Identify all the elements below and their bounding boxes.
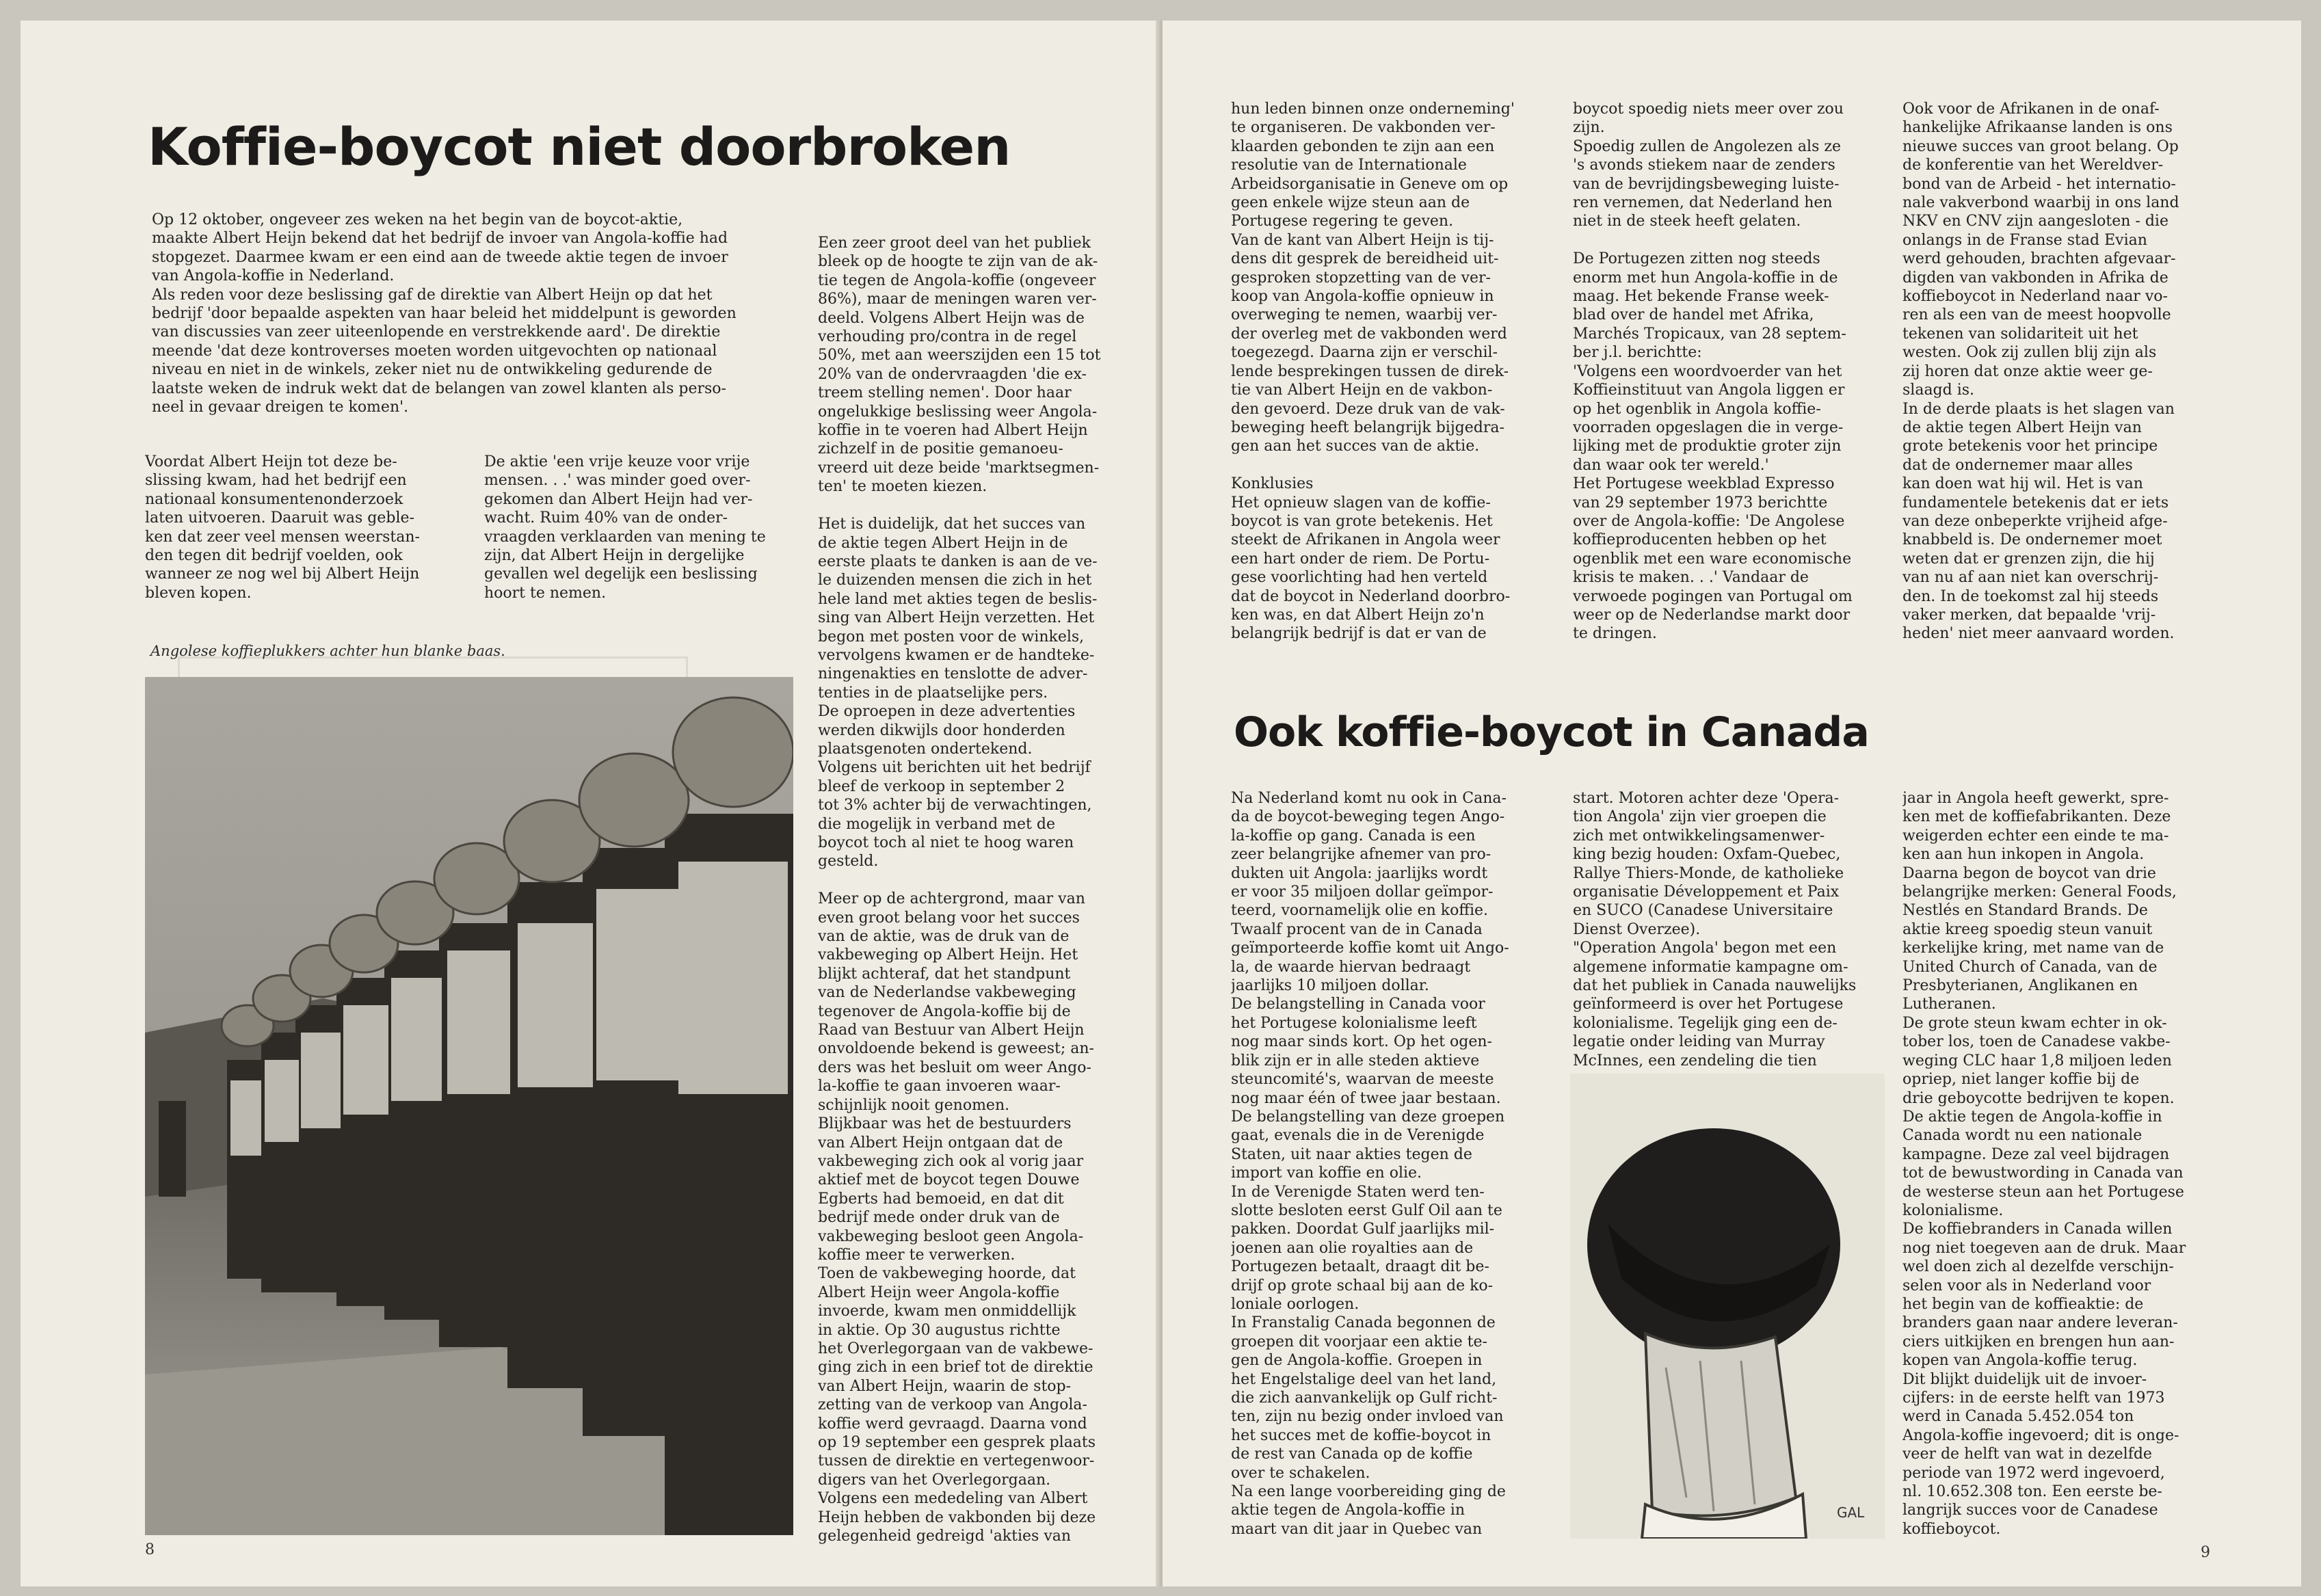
article-title: Koffie-boycot niet doorbroken — [148, 116, 1011, 177]
article-column-6: jaar in Angola heeft gewerkt, spre- ken met de koffiefabrikanten. Deze weigerden echter een einde te ma- ken aan hun inkopen in Angola. Daarna begon de boycot van drie belangrijke merken: General Foods, Nestlés en Standard Brands. De aktie kreeg spoedig steun vanuit kerkelijke kring, met name van de United Church of Canada, van de Presbyterianen, Anglikanen en Lutheranen. De grote steun kwam echter in ok- tober los, toen de Canadese vakbe- weging CLC haar 1,8 miljoen leden opriep, niet langer koffie bij de drie geboycotte bedrijven te kopen. De aktie tegen de Angola-koffie in Canada wordt nu een nationale kampagne. Deze zal veel bijdragen tot de bewustwording in Canada van de westerse steun aan het Portugese kolonialisme. De koffiebranders in Canada willen nog niet toegeven aan de druk. Maar wel doen zich al dezelfde verschijn- selen voor als in Nederland voor het begin van de koffieaktie: de branders gaan naar andere leveran- ciers uitkijken en brengen hun aan- kopen van Angola-koffie terug. Dit blijkt duidelijk uit de invoer- cijfers: in de eerste helft van 1973 werd in Canada 5.452.054 ton Angola-koffie ingevoerd; dit is onge- veer de helft van wat in dezelfde periode van 1972 werd ingevoerd, nl. 10.652.308 ton. Een eerste be- langrijk succes voor de Canadese koffieboycot. — [1902, 790, 2186, 1538]
intro-paragraph: Op 12 oktober, ongeveer zes weken na het begin van de boycot-aktie, maakte Albert Heijn bekend dat het bedrijf de invoer van Angola-koffie had stopgezet. Daarmee kwam er een eind aan de tweede aktie tegen de invoer van Angola-koffie in Nederland. Als reden voor deze beslissing gaf de direktie van Albert Heijn op dat het bedrijf 'door bepaalde aspekten van haar beleid het middelpunt is geworden van discussies van zeer uiteenlopende en verstrekkende aard'. De direktie meende 'dat deze kontroverses moeten worden uitgevochten op nationaal niveau en niet in de winkels, zeker niet nu de ontwikkeling gedurende de laatste weken de indruk wekt dat de belangen van zowel klanten als perso- neel in gevaar dreigen te komen'. — [152, 211, 737, 416]
article-column-c: Een zeer groot deel van het publiek bleek op de hoogte te zijn van de ak- tie tegen de Angola-koffie (ongeveer 86%), maar de meningen waren ver- deeld. Volgens Albert Heijn was de verhouding pro/contra in de regel 50%, met aan weerszijden een 15 tot 20% van de ondervraagden 'die ex- treem stelling nemen'. Door haar ongelukkige beslissing weer Angola- koffie in te voeren had Albert Heijn zichzelf in de positie gemanoeu- vreerd uit deze beide 'marktsegmen- ten' te moeten kiezen. Het is duidelijk, dat het succes van de aktie tegen Albert Heijn in de eerste plaats te danken is aan de ve- le duizenden mensen die zich in het hele land met akties tegen de beslis- sing van Albert Heijn verzetten. Het begon met posten voor de winkels, vervolgens kwamen er de handteke- ningenakties en tenslotte de adver- tenties in de plaatselijke pers. De oproepen in deze advertenties werden dikwijls door honderden plaatsgenoten ondertekend. Volgens uit berichten uit het bedrijf bleef de verkoop in september 2 tot 3% achter bij de verwachtingen, die mogelijk in verband met de boycot toch al niet te hoog waren gesteld. Meer op de achtergrond, maar van even groot belang voor het succes van de aktie, was de druk van de vakbeweging op Albert Heijn. Het blijkt achteraf, dat het standpunt van de Nederlandse vakbeweging tegenover de Angola-koffie bij de Raad van Bestuur van Albert Heijn onvoldoende bekend is geweest; an- ders was het besluit om weer Ango- la-koffie te gaan invoeren waar- schijnlijk nooit genomen. Blijkbaar was het de bestuurders van Albert Heijn ontgaan dat de vakbeweging zich ook al vorig jaar aktief met de boycot tegen Douwe Egberts had bemoeid, en dat dit bedrijf mede onder druk van de vakbeweging besloot geen Angola- koffie meer te verwerken. Toen de vakbeweging hoorde, dat Albert Heijn weer Angola-koffie invoerde, kwam men onmiddellijk in aktie. Op 30 augustus richtte het Overlegorgaan van de vakbewe- ging zich in een brief tot de direktie van Albert Heijn, waarin de stop- zetting van de verkoop van Angola- koffie werd gevraagd. Daarna vond op 19 september een gesprek plaats tussen de direktie en vertegenwoor- digers van het Overlegorgaan. Volgens een mededeling van Albert Heijn hebben de vakbonden bij deze gelegenheid gedreigd 'akties van — [818, 235, 1101, 1545]
article-column-4: Na Nederland komt nu ook in Cana- da de boycot-beweging tegen Ango- la-koffie op gang. Canada is een zeer belangrijke afnemer van pro- dukten uit Angola: jaarlijks wordt er voor 35 miljoen dollar geïmpor- teerd, voornamelijk olie en koffie. Twaalf procent van de in Canada geïmporteerde koffie komt uit Ango- la, de waarde hiervan bedraagt jaarlijks 10 miljoen dollar. De belangstelling in Canada voor het Portugese kolonialisme leeft nog maar sinds kort. Op het ogen- blik zijn er in alle steden aktieve steuncomité's, waarvan de meeste nog maar één of twee jaar bestaan. De belangstelling van deze groepen gaat, evenals die in de Verenigde Staten, uit naar akties tegen de import van koffie en olie. In de Verenigde Staten werd ten- slotte besloten eerst Gulf Oil aan te pakken. Doordat Gulf jaarlijks mil- joenen aan olie royalties aan de Portugezen betaalt, draagt dit be- drijf op grote schaal bij aan de ko- loniale oorlogen. In Franstalig Canada begonnen de groepen dit voorjaar een aktie te- gen de Angola-koffie. Groepen in het Engelstalige deel van het land, die zich aanvankelijk op Gulf richt- ten, zijn nu bezig onder invloed van het succes met de koffie-boycot in de rest van Canada op de koffie over te schakelen. Na een lange voorbereiding ging de aktie tegen de Angola-koffie in maart van dit jaar in Quebec van — [1231, 790, 1509, 1538]
article-column-3: Ook voor de Afrikanen in de onaf- hankelijke Afrikaanse landen is ons nieuwe succes van groot belang. Op de konferentie van het Wereldver- bond van de Arbeid - het internatio- nale vakverbond waarbij in ons land NKV en CNV zijn aangesloten - die onlangs in de Franse stad Evian werd gehouden, brachten afgevaar- digden van vakbonden in Afrika de koffieboycot in Nederland naar vo- ren als een van de meest hoopvolle tekenen van solidariteit uit het westen. Ook zij zullen blij zijn als zij horen dat onze aktie weer ge- slaagd is. In de derde plaats is het slagen van de aktie tegen Albert Heijn van grote betekenis voor het principe dat de ondernemer maar alles kan doen wat hij wil. Het is van fundamentele betekenis dat er iets van deze onbeperkte vrijheid afge- knabbeld is. De ondernemer moet weten dat er grenzen zijn, die hij van nu af aan niet kan overschrij- den. In de toekomst zal hij steeds vaker merken, dat bepaalde 'vrij- heden' niet meer aanvaard worden. — [1902, 101, 2179, 643]
cartoon-signature: GAL — [1837, 1504, 1865, 1521]
article-column-a: Voordat Albert Heijn tot deze be- slissing kwam, had het bedrijf een nationaal konsumentenonderzoek laten uitvoeren. Daaruit was geble- ken dat zeer veel mensen weerstan- den tegen dit bedrijf voelden, ook wanneer ze nog wel bij Albert Heijn bleven kopen. — [145, 453, 420, 602]
left-page — [21, 21, 1159, 1586]
article-title-canada: Ook koffie-boycot in Canada — [1234, 708, 1869, 756]
right-page — [1163, 21, 2301, 1586]
article-column-1: hun leden binnen onze onderneming' te organiseren. De vakbonden ver- klaarden gebonden te zijn aan een resolutie van de Internationale Arbeidsorganisatie in Geneve om op geen enkele wijze steun aan de Portugese regering te geven. Van de kant van Albert Heijn is tij- dens dit gesprek de bereidheid uit- gesproken stopzetting van de ver- koop van Angola-koffie opnieuw in overweging te nemen, waarbij ver- der overleg met de vakbonden werd toegezegd. Daarna zijn er verschil- lende besprekingen tussen de direk- tie van Albert Heijn en de vakbon- den gevoerd. Deze druk van de vak- beweging heeft belangrijk bijgedra- gen aan het succes van de aktie. Konklusies Het opnieuw slagen van de koffie- boycot is van grote betekenis. Het steekt de Afrikanen in Angola weer een hart onder de riem. De Portu- gese voorlichting had hen verteld dat de boycot in Nederland doorbro- ken was, en dat Albert Heijn zo'n belangrijk bedrijf is dat er van de — [1231, 101, 1515, 643]
coffee-pickers-photo — [145, 677, 793, 1535]
article-column-b: De aktie 'een vrije keuze voor vrije mensen. . .' was minder goed over- gekomen dan Albert Heijn had ver- wacht. Ruim 40% van de onder- vraagden verklaarden van mening te zijn, dat Albert Heijn in dergelijke gevallen wel degelijk een beslissing hoort te nemen. — [484, 453, 766, 602]
article-column-2: boycot spoedig niets meer over zou zijn. Spoedig zullen de Angolezen als ze 's avonds stiekem naar de zenders van de bevrijdingsbeweging luiste- ren vernemen, dat Nederland hen niet in de steek heeft gelaten. De Portugezen zitten nog steeds enorm met hun Angola-koffie in de maag. Het bekende Franse week- blad over de handel met Afrika, Marchés Tropicaux, van 28 septem- ber j.l. berichtte: 'Volgens een woordvoerder van het Koffieinstituut van Angola liggen er op het ogenblik in Angola koffie- voorraden opgeslagen die in verge- lijking met de produktie groter zijn dan waar ook ter wereld.' Het Portugese weekblad Expresso van 29 september 1973 berichtte over de Angola-koffie: 'De Angolese koffieproducenten hebben op het ogenblik met een ware economische krisis te maken. . .' Vandaar de verwoede pogingen van Portugal om weer op de Nederlandse markt door te dringen. — [1573, 101, 1853, 643]
page-number: 8 — [145, 1541, 155, 1558]
page-number: 9 — [2201, 1544, 2210, 1561]
article-column-5: start. Motoren achter deze 'Opera- tion Angola' zijn vier groepen die zich met ontwikkelingsamenwer- king bezig houden: Oxfam-Quebec, Rallye Thiers-Monde, de katholieke organisatie Développement et Paix en SUCO (Canadese Universitaire Dienst Overzee). "Operation Angola' begon met een algemene informatie kampagne om- dat het publiek in Canada nauwelijks geïnformeerd is over het Portugese kolonialisme. Tegelijk ging een de- legatie onder leiding van Murray McInnes, een zendeling die tien — [1573, 790, 1857, 1069]
photo-caption: Angolese koffieplukkers achter hun blanke baas. — [150, 643, 505, 659]
cartoon-illustration — [1570, 1074, 1885, 1539]
